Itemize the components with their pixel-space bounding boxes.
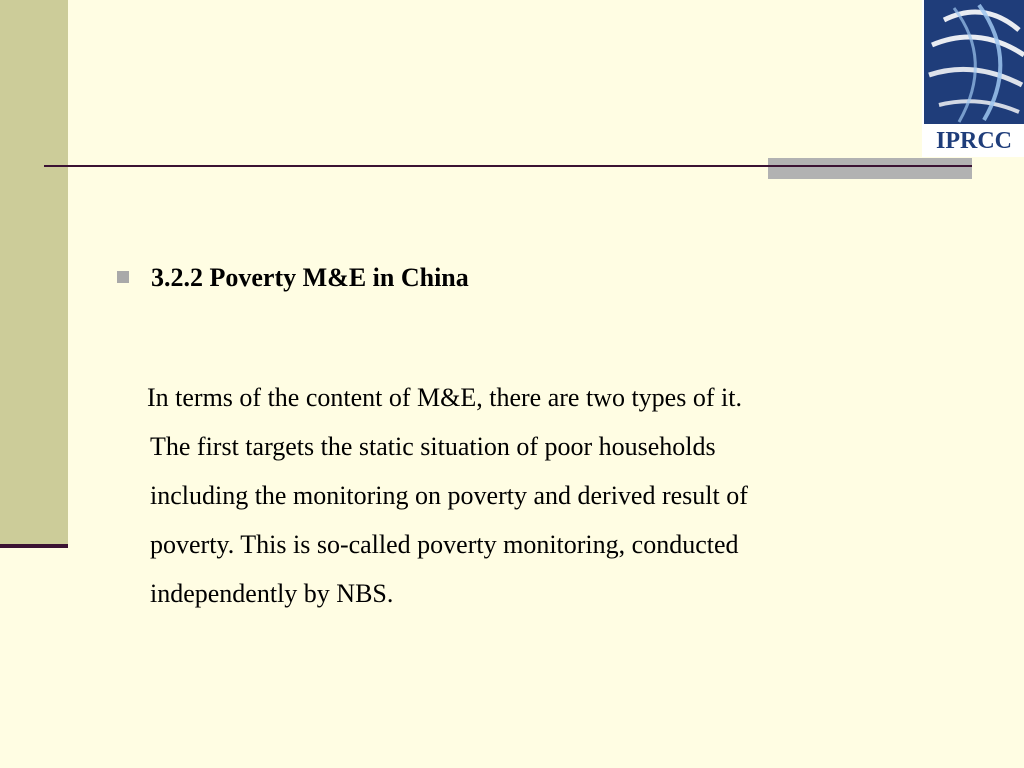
square-bullet-icon (117, 271, 129, 283)
iprcc-logo (922, 0, 1024, 157)
title-divider-line (44, 165, 972, 167)
globe-icon-graphic (924, 0, 1024, 124)
logo-text: IPRCC (936, 128, 1012, 154)
body-paragraph (147, 373, 950, 618)
left-accent-line (0, 544, 68, 548)
bullet-item (113, 259, 973, 299)
title-gray-block (768, 158, 972, 179)
globe-icon (924, 0, 1024, 124)
paragraph-line: The first targets the static situation of poor households (150, 432, 716, 461)
paragraph-line: In terms of the content of M&E, there are two types of it. (147, 383, 742, 412)
paragraph-line: poverty. This is so-called poverty monitoring, conducted (150, 530, 739, 559)
paragraph-line: including the monitoring on poverty and derived result of (150, 481, 748, 510)
section-heading: 3.2.2 Poverty M&E in China (151, 263, 469, 292)
paragraph-line: independently by NBS. (150, 579, 394, 608)
left-side-bar (0, 0, 68, 545)
